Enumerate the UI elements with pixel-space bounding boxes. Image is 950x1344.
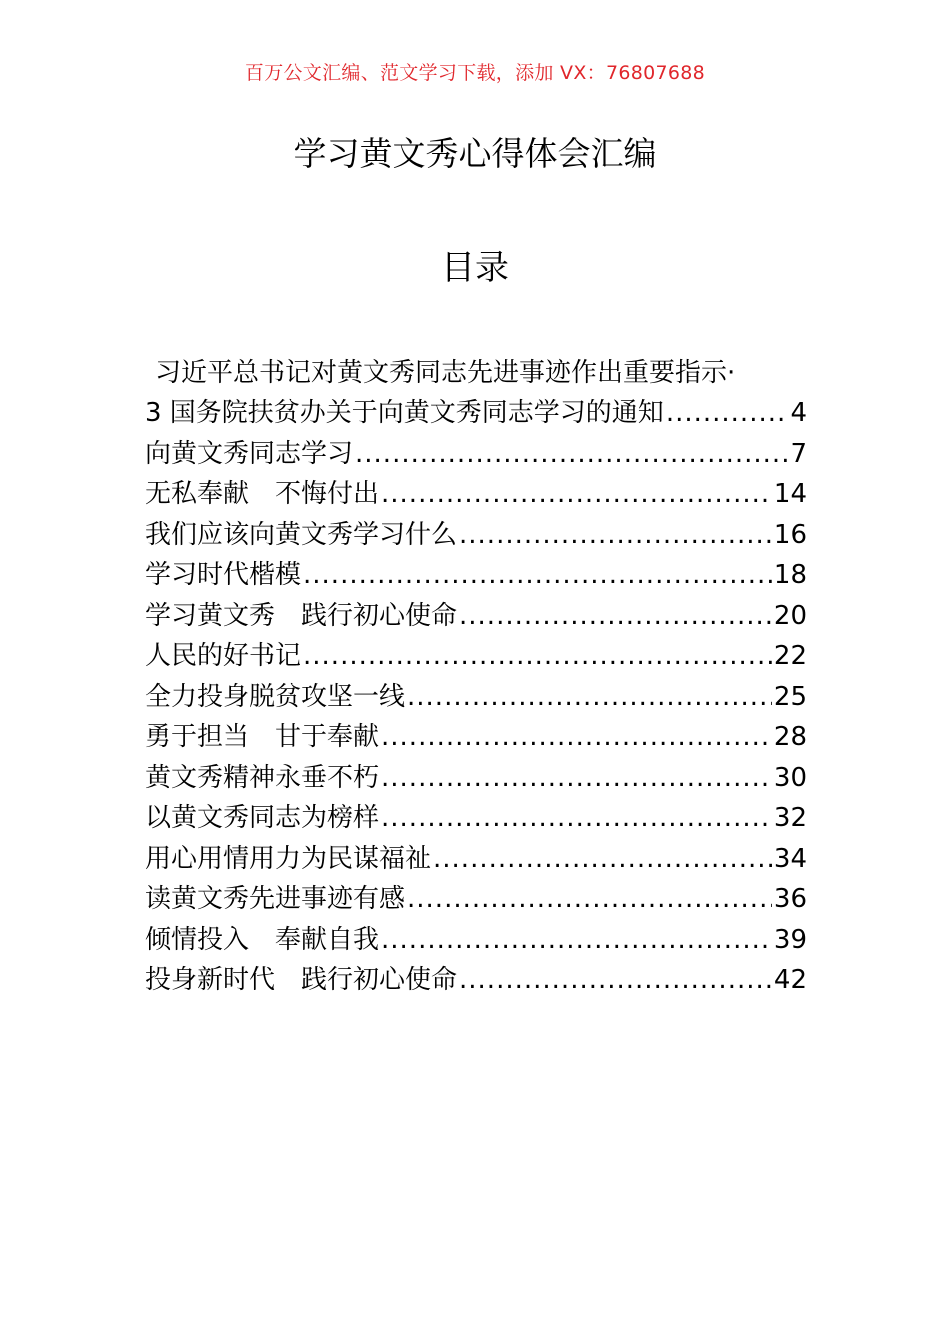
toc-dot-leader — [303, 555, 772, 596]
toc-page-number: 30 — [773, 762, 807, 793]
toc-entry — [145, 677, 807, 718]
toc-entry-title: 学习黄文秀 践行初心使命 — [145, 600, 458, 631]
toc-entry — [145, 879, 807, 920]
toc-entry — [145, 960, 807, 1001]
toc-page-number: 32 — [773, 803, 807, 833]
toc-entry — [145, 758, 807, 799]
toc-entry-title: 3 国务院扶贫办关于向黄文秀同志学习的通知 — [145, 398, 664, 428]
toc-entry — [145, 555, 807, 596]
toc-page-number: 18 — [773, 560, 807, 590]
toc-entry — [145, 474, 807, 515]
toc-dot-leader — [407, 879, 772, 920]
header-note: 百万公文汇编、范文学习下载，添加 VX：76807688 — [244, 62, 706, 84]
toc-dot-leader — [355, 434, 788, 475]
toc-entry-title: 我们应该向黄文秀学习什么 — [145, 519, 458, 550]
toc-page-number: 16 — [773, 519, 807, 550]
toc-entry-title: 用心用情用力为民谋福祉 — [145, 843, 432, 874]
toc-page-number: 39 — [773, 924, 807, 955]
toc-page-number: 25 — [773, 681, 807, 712]
toc-entry-title: 投身新时代 践行初心使命 — [145, 965, 458, 995]
toc-entry — [145, 393, 807, 434]
toc-entry-title: 黄文秀精神永垂不朽 — [145, 762, 380, 793]
toc-entry-title: 学习时代楷模 — [145, 560, 302, 590]
toc-entry-title: 以黄文秀同志为榜样 — [145, 803, 380, 833]
table-of-contents — [145, 353, 807, 1001]
toc-dot-leader — [381, 798, 772, 839]
toc-entry — [145, 636, 807, 677]
toc-entry — [145, 798, 807, 839]
toc-entry-title: 无私奉献 不悔付出 — [145, 479, 380, 509]
toc-page-number: 7 — [790, 438, 807, 469]
toc-entry — [145, 839, 807, 880]
toc-heading: 目录 — [441, 248, 509, 288]
toc-entry — [145, 515, 807, 556]
toc-page-number: 22 — [773, 641, 807, 671]
toc-entry — [145, 596, 807, 637]
toc-dot-leader — [459, 960, 772, 1001]
toc-dot-leader — [303, 636, 772, 677]
toc-dot-leader — [407, 677, 772, 718]
toc-entry — [145, 717, 807, 758]
toc-page-number: 20 — [773, 600, 807, 631]
toc-entry-title: 向黄文秀同志学习 — [145, 438, 354, 469]
toc-page-number: 4 — [790, 398, 807, 428]
toc-page-number: 42 — [773, 965, 807, 995]
toc-entry-first-line: 习近平总书记对黄文秀同志先进事迹作出重要指示· — [155, 358, 736, 388]
toc-entry-title: 全力投身脱贫攻坚一线 — [145, 681, 406, 712]
toc-dot-leader — [381, 758, 772, 799]
toc-entry-title: 人民的好书记 — [145, 641, 302, 671]
toc-dot-leader — [381, 474, 772, 515]
toc-dot-leader — [459, 596, 772, 637]
toc-entry — [145, 434, 807, 475]
document-title: 学习黄文秀心得体会汇编 — [293, 134, 657, 173]
toc-entry — [145, 920, 807, 961]
toc-dot-leader — [433, 839, 772, 880]
toc-entry-title: 勇于担当 甘于奉献 — [145, 722, 380, 752]
toc-page-number: 36 — [773, 884, 807, 914]
toc-page-number: 28 — [773, 722, 807, 752]
toc-dot-leader — [459, 515, 772, 556]
toc-page-number: 14 — [773, 479, 807, 509]
toc-dot-leader — [381, 920, 772, 961]
toc-dot-leader — [381, 717, 772, 758]
toc-entry-title: 读黄文秀先进事迹有感 — [145, 884, 406, 914]
toc-dot-leader — [666, 393, 789, 434]
toc-page-number: 34 — [773, 843, 807, 874]
toc-entry-title: 倾情投入 奉献自我 — [145, 924, 380, 955]
